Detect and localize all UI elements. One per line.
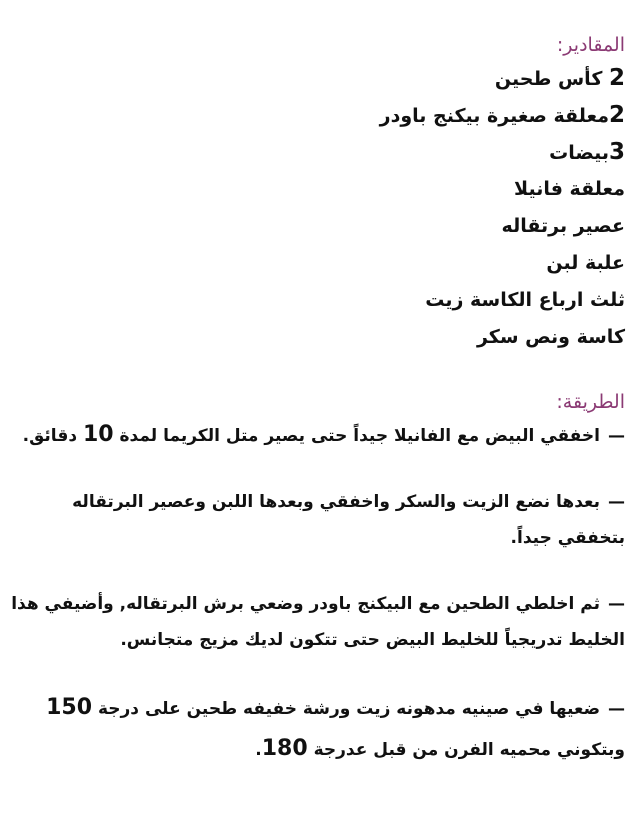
step-number: 10: [82, 422, 114, 447]
step-number: 180: [261, 736, 308, 761]
ingredient-quantity: 3: [608, 139, 625, 165]
ingredient-item: [10, 245, 625, 282]
ingredients-list: [10, 60, 625, 356]
ingredient-item: [10, 97, 625, 134]
step-dash: —: [608, 426, 625, 446]
ingredient-text: معلقة صغيرة بيكنج باودر: [379, 105, 609, 127]
ingredient-item: [10, 60, 625, 97]
step-dash: —: [608, 492, 625, 512]
ingredient-text: كاسة ونص سكر: [476, 326, 625, 348]
method-heading: الطريقة:: [556, 391, 625, 413]
method-step: [10, 586, 625, 658]
method-steps: [10, 417, 625, 770]
ingredient-text: عصير برتقاله: [501, 215, 625, 237]
ingredient-text: بيضات: [549, 142, 609, 164]
step-text: دقائق.: [22, 426, 83, 446]
step-text: .: [255, 740, 262, 760]
ingredients-heading: المقادير:: [556, 34, 625, 56]
ingredient-item: [10, 319, 625, 356]
ingredient-text: علبة لبن: [546, 252, 625, 274]
step-dash: —: [608, 594, 625, 614]
step-text: بعدها نضع الزيت والسكر واخفقي وبعدها اللبن وعصير البرتقاله بتخفقي جيداً.: [72, 492, 625, 548]
step-text: ضعيها في صينيه مدهونه زيت ورشة خفيفه طحين على درجة: [92, 699, 600, 719]
ingredient-text: معلقة فانيلا: [514, 178, 625, 200]
ingredient-text: كأس طحين: [494, 68, 609, 90]
step-text: ثم اخلطي الطحين مع البيكنج باودر وضعي برش البرتقاله, وأضيفي هذا الخليط تدريجياً للخليط البيض حتى تتكون لديك مزيج متجانس.: [11, 594, 625, 650]
ingredient-quantity: 2: [608, 102, 625, 128]
method-step: [10, 417, 625, 454]
step-dash: —: [608, 699, 625, 719]
step-text: وبتكوني محميه الفرن من قبل عدرجة: [307, 740, 625, 760]
ingredient-item: [10, 208, 625, 245]
step-text: اخفقي البيض مع الفانيلا جيداً حتى يصير متل الكريما لمدة: [113, 426, 600, 446]
ingredient-item: [10, 171, 625, 208]
method-step: [10, 484, 625, 556]
ingredient-item: [10, 134, 625, 171]
step-number: 150: [46, 695, 93, 720]
method-step: [10, 688, 625, 770]
ingredient-item: [10, 282, 625, 319]
ingredient-quantity: 2: [608, 65, 625, 91]
ingredient-text: ثلث ارباع الكاسة زيت: [425, 289, 625, 311]
